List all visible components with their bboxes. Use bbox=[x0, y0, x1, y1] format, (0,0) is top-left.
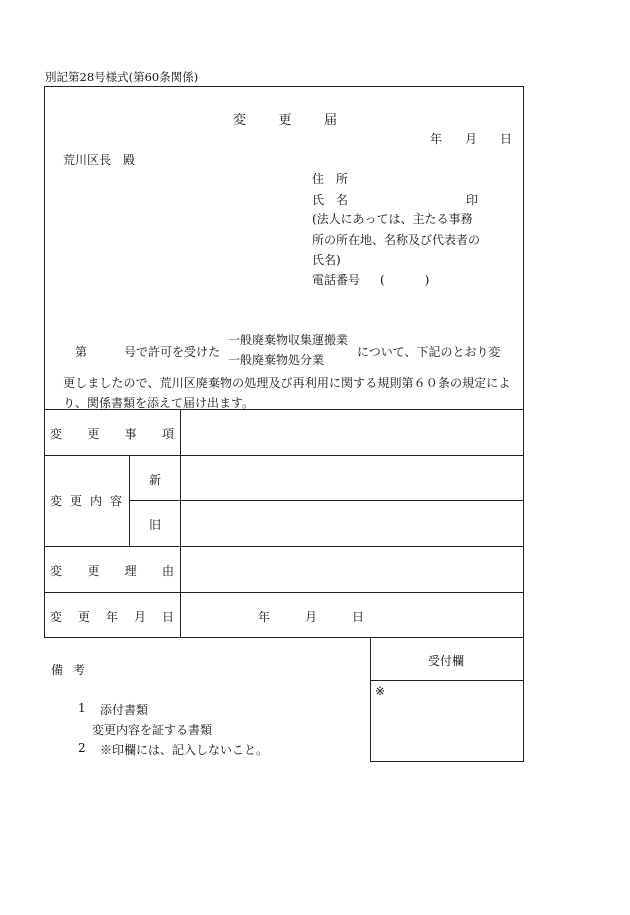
row-label-char: 年 bbox=[105, 610, 118, 624]
reception-mark: ※ bbox=[375, 684, 386, 698]
row-label-char: 更 bbox=[87, 427, 100, 441]
permit-number-suffix: 号で許可を受けた bbox=[124, 345, 221, 359]
title-char: 更 bbox=[278, 113, 292, 128]
row-label-char: 更 bbox=[87, 564, 100, 578]
note-text: 変更内容を証する書類 bbox=[92, 723, 213, 737]
phone-label: 電話番号 bbox=[312, 273, 361, 287]
business-type-collection: 一般廃棄物収集運搬業 bbox=[228, 333, 349, 347]
row-label-change-item bbox=[50, 425, 174, 442]
row-label-char: 変 bbox=[50, 427, 63, 441]
old-content-field[interactable] bbox=[182, 502, 522, 545]
table-rule bbox=[129, 500, 524, 501]
row-label-char: 由 bbox=[161, 564, 174, 578]
note-number: 1 bbox=[78, 701, 86, 715]
old-label: 旧 bbox=[149, 518, 162, 532]
seal-mark: 印 bbox=[466, 193, 479, 207]
table-rule bbox=[44, 409, 524, 410]
form-title bbox=[233, 109, 337, 128]
business-type-disposal: 一般廃棄物処分業 bbox=[228, 353, 325, 367]
phone-parentheses[interactable]: ( ) bbox=[380, 273, 431, 287]
change-date-day: 日 bbox=[351, 610, 364, 624]
row-label-char: 日 bbox=[161, 610, 174, 624]
form-reference: 別記第28号様式(第60条関係) bbox=[45, 70, 199, 84]
note-text: ※印欄には、記入しないこと。 bbox=[100, 743, 269, 757]
reception-label: 受付欄 bbox=[428, 654, 465, 668]
row-label-char: 容 bbox=[109, 494, 122, 508]
date-year-label: 年 bbox=[430, 132, 443, 146]
date-day-label: 日 bbox=[499, 132, 512, 146]
row-label-char: 更 bbox=[77, 610, 90, 624]
change-item-field[interactable] bbox=[182, 411, 522, 454]
table-rule bbox=[44, 592, 524, 593]
row-label-char: 月 bbox=[133, 610, 146, 624]
body-line-3: り、関係書類を添えて届け出ます。 bbox=[63, 396, 255, 410]
change-date-month: 月 bbox=[304, 610, 317, 624]
new-label: 新 bbox=[149, 473, 162, 487]
table-column-rule bbox=[180, 409, 181, 638]
row-label-char: 事 bbox=[124, 427, 137, 441]
table-rule bbox=[44, 455, 524, 456]
row-label-change-content bbox=[50, 492, 122, 509]
table-column-rule bbox=[129, 455, 130, 546]
row-label-char: 項 bbox=[161, 427, 174, 441]
row-label-char: 更 bbox=[69, 494, 82, 508]
name-label: 氏 名 bbox=[312, 193, 349, 207]
row-label-change-reason bbox=[50, 562, 174, 579]
address-label: 住 所 bbox=[312, 172, 349, 186]
row-label-char: 内 bbox=[89, 494, 102, 508]
corporate-note-line: (法人にあっては、主たる事務 bbox=[312, 212, 473, 226]
row-label-char: 変 bbox=[50, 564, 63, 578]
change-date-year: 年 bbox=[258, 610, 271, 624]
body-suffix: について、下記のとおり変 bbox=[357, 345, 501, 359]
note-text: 添付書類 bbox=[100, 703, 149, 717]
reception-divider bbox=[370, 680, 524, 681]
reception-field[interactable] bbox=[372, 682, 522, 760]
change-date-field[interactable] bbox=[258, 608, 364, 625]
title-char: 届 bbox=[323, 113, 337, 128]
change-reason-field[interactable] bbox=[182, 548, 522, 591]
corporate-note-line: 所の所在地、名称及び代表者の bbox=[312, 233, 481, 247]
title-char: 変 bbox=[233, 113, 247, 128]
row-label-char: 理 bbox=[124, 564, 137, 578]
note-number: 2 bbox=[78, 741, 86, 755]
row-label-change-date bbox=[50, 608, 174, 625]
notes-heading: 備 考 bbox=[51, 663, 88, 677]
row-label-char: 変 bbox=[50, 494, 63, 508]
addressee: 荒川区長 殿 bbox=[63, 153, 136, 167]
permit-number-prefix: 第 bbox=[75, 345, 88, 359]
corporate-note-line: 氏名) bbox=[312, 253, 341, 267]
table-rule bbox=[44, 546, 524, 547]
row-label-char: 変 bbox=[50, 610, 63, 624]
date-month-label: 月 bbox=[464, 132, 477, 146]
body-line-2: 更しましたので、荒川区廃棄物の処理及び再利用に関する規則第６０条の規定によ bbox=[63, 376, 511, 390]
new-content-field[interactable] bbox=[182, 457, 522, 499]
submission-date[interactable] bbox=[430, 130, 512, 147]
